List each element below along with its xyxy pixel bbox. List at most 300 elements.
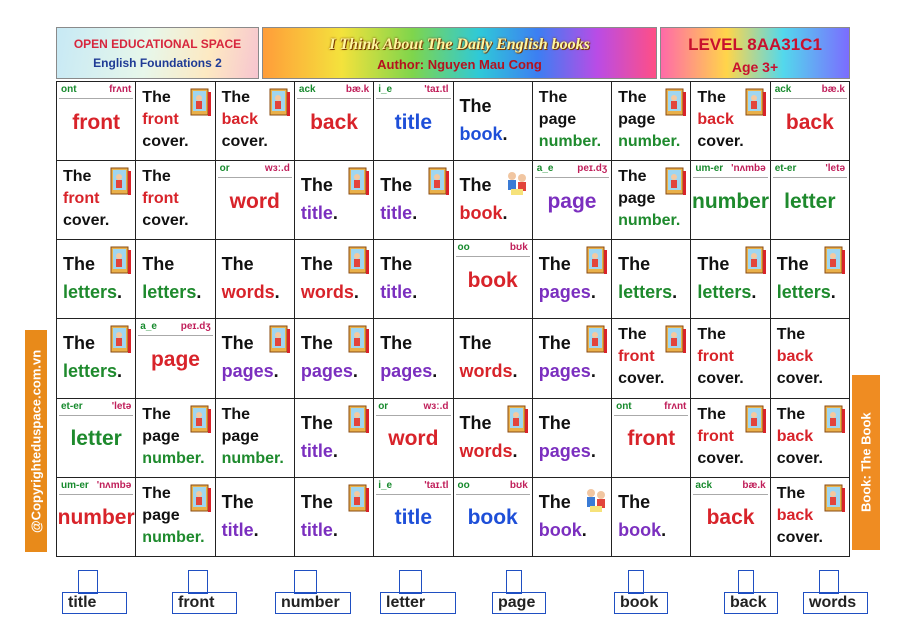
flashcard-cell[interactable]: [374, 399, 453, 478]
sentence-line-3: cover.: [63, 212, 110, 230]
letter-box-upper: [738, 570, 754, 594]
sentence-line-1: The: [459, 333, 492, 354]
word-shape-box[interactable]: [172, 568, 237, 616]
word-shape-label: words: [809, 594, 857, 611]
book-icon: [346, 167, 370, 199]
vocabulary-word: back: [706, 506, 755, 530]
book-icon: [505, 405, 529, 437]
phonics-pattern: et-er: [61, 400, 83, 412]
sentence-line-3: number.: [538, 133, 602, 150]
sentence-punctuation: .: [502, 203, 508, 224]
phonics-header: [456, 242, 530, 257]
flashcard-cell[interactable]: [374, 478, 453, 557]
highlighted-word: page: [618, 111, 656, 128]
flashcard-cell[interactable]: [454, 240, 533, 319]
highlighted-word: book: [459, 124, 503, 144]
vocabulary-word: front: [627, 427, 676, 451]
flashcard-cell[interactable]: [216, 240, 295, 319]
phonics-header: [456, 480, 530, 495]
flashcard-cell[interactable]: [295, 478, 374, 557]
book-title: I Think About The Daily English books: [329, 36, 590, 53]
word-shape-box[interactable]: [62, 568, 127, 616]
flashcard-cell[interactable]: [374, 161, 453, 240]
flashcard-cell[interactable]: [771, 478, 850, 557]
sentence-line-2: [460, 124, 508, 145]
flashcard-cell[interactable]: [454, 82, 533, 161]
kids-icon: [584, 484, 608, 516]
sentence-line-2: [539, 282, 596, 303]
highlighted-word: book: [459, 203, 503, 224]
sentence-line-1: The: [142, 254, 175, 275]
sentence-punctuation: .: [581, 519, 587, 540]
sentence-line-2: [380, 203, 417, 224]
flashcard-cell[interactable]: [691, 478, 770, 557]
flashcard-cell[interactable]: [771, 240, 850, 319]
phonics-pattern: ack: [695, 479, 713, 491]
sentence-line-1: The: [697, 89, 726, 106]
sentence-punctuation: .: [117, 282, 123, 303]
phonetic-transcription: 'taɪ.tl: [424, 84, 449, 95]
word-shape-label: title: [68, 594, 97, 611]
flashcard-cell[interactable]: [374, 319, 453, 398]
book-icon: [346, 325, 370, 357]
sentence-line-3: number.: [142, 528, 205, 546]
sentence-line-2: [697, 282, 756, 303]
sentence-line-3: cover.: [697, 370, 744, 388]
phonics-pattern: oo: [457, 242, 470, 254]
flashcard-cell[interactable]: [691, 319, 770, 398]
phonics-pattern: or: [378, 400, 389, 412]
sentence-punctuation: .: [332, 519, 338, 540]
book-icon: [743, 405, 767, 437]
flashcard-cell[interactable]: [533, 319, 612, 398]
vocabulary-word: front: [72, 110, 121, 134]
flashcard-cell[interactable]: [771, 399, 850, 478]
highlighted-word: words: [459, 361, 513, 382]
highlighted-word: letters: [142, 282, 197, 303]
sentence-line-1: The: [142, 89, 171, 106]
sentence-punctuation: .: [412, 282, 418, 303]
sentence-line-2: [539, 111, 576, 129]
phonetic-transcription: 'nʌmbə: [96, 479, 132, 491]
sentence-line-2: [777, 348, 813, 366]
phonics-pattern: et-er: [774, 163, 797, 175]
word-shape-box[interactable]: [614, 568, 668, 616]
sentence-punctuation: .: [117, 361, 123, 382]
flashcard-cell[interactable]: [57, 82, 136, 161]
letter-box-upper: [506, 570, 522, 594]
sentence-punctuation: .: [830, 282, 836, 303]
word-shape-box[interactable]: [380, 568, 456, 616]
book-icon: [346, 246, 370, 278]
flashcard-grid: [56, 81, 850, 557]
sentence-line-1: The: [300, 491, 333, 512]
letter-box-upper: [78, 570, 98, 594]
sentence-line-3: cover.: [776, 449, 823, 467]
vocabulary-word: title: [394, 506, 433, 530]
sentence-line-1: The: [459, 96, 492, 116]
sentence-line-1: The: [538, 333, 571, 354]
phonetic-transcription: bʊk: [509, 242, 528, 254]
sentence-line-1: The: [380, 175, 413, 196]
sentence-line-2: [380, 361, 437, 382]
sentence-line-2: [63, 190, 99, 208]
phonics-pattern: ack: [298, 84, 316, 95]
sentence-punctuation: .: [661, 519, 667, 540]
highlighted-word: page: [618, 190, 656, 208]
sentence-line-2: [618, 111, 655, 129]
flashcard-cell[interactable]: [216, 161, 295, 240]
highlighted-word: back: [776, 427, 814, 445]
level-label: LEVEL 8AA31C1: [688, 35, 822, 54]
sentence-line-1: The: [459, 412, 492, 433]
highlighted-word: title: [380, 282, 413, 303]
book-icon: [663, 325, 687, 357]
sentence-line-2: [142, 190, 178, 208]
phonetic-transcription: frʌnt: [109, 84, 132, 95]
phonics-header: [218, 163, 292, 178]
sentence-line-1: The: [300, 254, 333, 275]
highlighted-word: pages: [538, 361, 591, 382]
book-icon: [108, 246, 132, 278]
book-icon: [822, 246, 846, 278]
sentence-line-2: [618, 282, 677, 303]
flashcard-cell[interactable]: [691, 240, 770, 319]
flashcard-cell[interactable]: [136, 399, 215, 478]
highlighted-word: back: [697, 111, 734, 128]
sentence-line-2: [539, 520, 587, 541]
book-icon: [426, 167, 450, 199]
vocabulary-word: letter: [784, 189, 836, 213]
flashcard-cell[interactable]: [216, 82, 295, 161]
letter-box-upper: [188, 570, 208, 594]
sentence-line-2: [222, 282, 280, 303]
sentence-line-1: The: [221, 89, 251, 106]
sentence-punctuation: .: [672, 282, 678, 303]
book-icon: [188, 88, 212, 120]
highlighted-word: pages: [221, 361, 274, 382]
sentence-line-1: The: [300, 175, 333, 196]
sentence-line-2: [222, 361, 279, 382]
sentence-line-1: The: [300, 412, 333, 433]
phonics-pattern: a_e: [536, 163, 554, 175]
vocabulary-word: number: [692, 189, 770, 213]
sentence-line-3: number.: [618, 133, 681, 150]
flashcard-cell[interactable]: [533, 399, 612, 478]
sentence-line-1: The: [63, 254, 96, 275]
sentence-line-1: The: [618, 254, 651, 275]
sentence-punctuation: .: [332, 203, 338, 224]
highlighted-word: front: [63, 190, 100, 208]
flashcard-cell[interactable]: [374, 240, 453, 319]
sentence-punctuation: .: [273, 361, 279, 382]
sentence-line-1: The: [380, 254, 413, 275]
flashcard-cell[interactable]: [136, 319, 215, 398]
vocabulary-word: letter: [70, 427, 122, 451]
course-name: English Foundations 2: [93, 56, 222, 70]
flashcard-cell[interactable]: [295, 399, 374, 478]
sentence-line-1: The: [142, 484, 171, 502]
vocabulary-word: book: [467, 268, 518, 292]
sentence-line-2: [777, 428, 813, 446]
phonics-header: [297, 84, 371, 99]
book-topic-strip: Book: The Book: [852, 375, 880, 550]
sentence-line-1: The: [776, 326, 806, 344]
flashcard-cell[interactable]: [57, 161, 136, 240]
flashcard-cell[interactable]: [691, 399, 770, 478]
flashcard-cell[interactable]: [57, 240, 136, 319]
sentence-line-2: [539, 441, 596, 462]
phonics-header: [773, 84, 847, 99]
flashcard-cell[interactable]: [454, 478, 533, 557]
sentence-line-2: [142, 111, 178, 129]
phonics-header: [59, 84, 133, 99]
book-icon: [188, 484, 212, 516]
sentence-line-3: number.: [142, 449, 205, 467]
sentence-line-2: [301, 441, 338, 462]
flashcard-cell[interactable]: [216, 478, 295, 557]
sentence-line-3: cover.: [142, 212, 189, 230]
age-label: Age 3+: [731, 59, 779, 75]
flashcard-cell[interactable]: [295, 82, 374, 161]
flashcard-cell[interactable]: [136, 478, 215, 557]
book-icon: [822, 484, 846, 516]
highlighted-word: front: [142, 190, 179, 208]
vocabulary-word: book: [467, 506, 518, 530]
sentence-line-2: [697, 428, 733, 446]
flashcard-cell[interactable]: [533, 82, 612, 161]
book-icon: [267, 325, 291, 357]
word-shape-label: back: [730, 594, 767, 611]
sentence-line-2: [301, 520, 338, 541]
letter-box-upper: [399, 570, 422, 594]
book-icon: [663, 88, 687, 120]
highlighted-word: page: [142, 427, 180, 445]
letter-box-upper: [819, 570, 839, 594]
flashcard-cell[interactable]: [612, 319, 691, 398]
flashcard-cell[interactable]: [216, 399, 295, 478]
phonetic-transcription: frʌnt: [664, 400, 687, 412]
sentence-line-2: [618, 520, 666, 541]
phonetic-transcription: bæ.k: [345, 84, 370, 95]
flashcard-cell[interactable]: [295, 319, 374, 398]
sentence-line-1: The: [776, 484, 806, 502]
word-shape-label: letter: [386, 594, 426, 611]
book-icon: [108, 325, 132, 357]
sentence-punctuation: .: [590, 440, 596, 461]
letter-box-upper: [628, 570, 644, 594]
phonetic-transcription: 'taɪ.tl: [424, 479, 449, 491]
flashcard-cell[interactable]: [533, 478, 612, 557]
phonics-header: [376, 480, 450, 495]
word-shape-label: number: [281, 594, 340, 611]
sentence-line-2: [222, 111, 258, 129]
highlighted-word: title: [300, 440, 333, 461]
highlighted-word: title: [300, 519, 333, 540]
word-shape-box[interactable]: [492, 568, 546, 616]
highlighted-word: page: [142, 506, 180, 524]
phonetic-transcription: 'nʌmbə: [731, 163, 766, 175]
highlighted-word: pages: [538, 440, 591, 461]
flashcard-cell[interactable]: [136, 82, 215, 161]
book-icon: [346, 484, 370, 516]
sentence-punctuation: .: [502, 124, 508, 144]
highlighted-word: words: [221, 282, 275, 303]
phonics-header: [614, 401, 688, 416]
flashcard-cell[interactable]: [533, 240, 612, 319]
phonics-pattern: i_e: [378, 479, 393, 491]
highlighted-word: letters: [697, 282, 752, 303]
highlighted-word: front: [618, 348, 655, 366]
vocabulary-word: title: [394, 110, 433, 134]
highlighted-word: book: [618, 519, 662, 540]
phonics-header: [376, 84, 450, 99]
sentence-line-1: The: [221, 405, 251, 423]
sentence-line-2: [460, 203, 508, 224]
phonics-header: [773, 163, 847, 178]
flashcard-cell[interactable]: [771, 161, 850, 240]
flashcard-cell[interactable]: [612, 161, 691, 240]
sentence-punctuation: .: [352, 361, 358, 382]
sentence-line-3: cover.: [618, 370, 665, 388]
highlighted-word: letters: [776, 282, 831, 303]
sentence-line-1: The: [697, 326, 726, 344]
sentence-line-1: The: [776, 405, 806, 423]
phonics-header: [535, 163, 609, 178]
flashcard-cell[interactable]: [612, 82, 691, 161]
book-icon: [743, 246, 767, 278]
flashcard-cell[interactable]: [691, 82, 770, 161]
flashcard-cell[interactable]: [454, 319, 533, 398]
header-level: [660, 27, 850, 79]
sentence-punctuation: .: [274, 282, 280, 303]
sentence-line-3: cover.: [776, 528, 823, 546]
sentence-line-2: [301, 361, 358, 382]
phonetic-transcription: bæ.k: [742, 479, 766, 491]
flashcard-cell[interactable]: [612, 399, 691, 478]
sentence-line-2: [63, 361, 122, 382]
phonics-pattern: i_e: [378, 84, 393, 95]
author: Author: Nguyen Mau Cong: [377, 57, 542, 72]
flashcard-cell[interactable]: [295, 240, 374, 319]
sentence-line-1: The: [538, 89, 568, 106]
sentence-line-2: [777, 282, 836, 303]
sentence-line-2: [222, 428, 259, 446]
highlighted-word: page: [221, 427, 259, 445]
phonics-pattern: ont: [61, 84, 77, 95]
phonetic-transcription: peɪ.dʒ: [577, 163, 608, 175]
flashcard-cell[interactable]: [136, 240, 215, 319]
flashcard-cell[interactable]: [374, 82, 453, 161]
header-publisher: [56, 27, 259, 79]
vocabulary-word: page: [150, 348, 200, 372]
flashcard-cell[interactable]: [612, 478, 691, 557]
flashcard-cell[interactable]: [691, 161, 770, 240]
phonics-pattern: oo: [457, 479, 470, 491]
sentence-punctuation: .: [332, 440, 338, 461]
highlighted-word: title: [380, 203, 413, 224]
sentence-line-1: The: [300, 333, 333, 354]
flashcard-cell[interactable]: [57, 478, 136, 557]
phonics-pattern: a_e: [140, 321, 157, 333]
header-title: [262, 27, 657, 79]
book-icon: [108, 167, 132, 199]
highlighted-word: words: [300, 282, 354, 303]
highlighted-word: pages: [380, 361, 433, 382]
flashcard-cell[interactable]: [216, 319, 295, 398]
sentence-line-2: [380, 282, 417, 303]
sentence-line-1: The: [221, 254, 254, 275]
sentence-line-1: The: [380, 333, 413, 354]
sentence-punctuation: .: [432, 361, 438, 382]
sentence-punctuation: .: [412, 203, 418, 224]
word-shape-label: page: [498, 594, 536, 611]
sentence-line-2: [460, 361, 518, 382]
phonetic-transcription: bæ.k: [821, 84, 845, 95]
sentence-line-2: [142, 428, 179, 446]
highlighted-word: pages: [538, 282, 591, 303]
flashcard-cell[interactable]: [771, 319, 850, 398]
flashcard-cell[interactable]: [136, 161, 215, 240]
vocabulary-word: page: [547, 189, 597, 213]
word-shape-label: book: [620, 594, 659, 611]
flashcard-cell[interactable]: [533, 161, 612, 240]
flashcard-cell[interactable]: [454, 161, 533, 240]
sentence-line-1: The: [538, 412, 571, 433]
sentence-line-3: cover.: [776, 370, 823, 388]
word-shape-box[interactable]: [803, 568, 868, 616]
sentence-line-3: cover.: [221, 133, 268, 150]
book-icon: [584, 325, 608, 357]
sentence-line-2: [222, 520, 259, 541]
book-icon: [346, 405, 370, 437]
sentence-punctuation: .: [196, 282, 202, 303]
sentence-line-2: [618, 348, 654, 366]
flashcard-cell[interactable]: [295, 161, 374, 240]
vocabulary-word: back: [785, 110, 834, 134]
highlighted-word: page: [538, 111, 577, 128]
flashcard-cell[interactable]: [57, 399, 136, 478]
sentence-line-2: [142, 282, 201, 303]
sentence-punctuation: .: [512, 440, 518, 461]
word-shape-box[interactable]: [724, 568, 778, 616]
book-icon: [584, 246, 608, 278]
word-shape-box[interactable]: [275, 568, 351, 616]
highlighted-word: words: [459, 440, 513, 461]
sentence-punctuation: .: [751, 282, 757, 303]
flashcard-cell[interactable]: [612, 240, 691, 319]
publisher-name: OPEN EDUCATIONAL SPACE: [73, 37, 242, 51]
sentence-line-1: The: [618, 89, 647, 106]
book-icon: [663, 167, 687, 199]
flashcard-cell[interactable]: [771, 82, 850, 161]
phonics-pattern: um-er: [695, 163, 724, 175]
sentence-line-3: number.: [618, 212, 681, 230]
book-icon: [743, 88, 767, 120]
kids-icon: [505, 167, 529, 199]
sentence-line-1: The: [618, 326, 647, 344]
book-icon: [267, 88, 291, 120]
flashcard-cell[interactable]: [57, 319, 136, 398]
sentence-line-1: The: [538, 254, 571, 275]
sentence-punctuation: .: [512, 361, 518, 382]
sentence-punctuation: .: [253, 519, 259, 540]
phonetic-transcription: 'letə: [825, 163, 845, 175]
sentence-line-3: cover.: [697, 133, 744, 150]
highlighted-word: front: [697, 427, 734, 445]
book-icon: [822, 405, 846, 437]
flashcard-cell[interactable]: [454, 399, 533, 478]
